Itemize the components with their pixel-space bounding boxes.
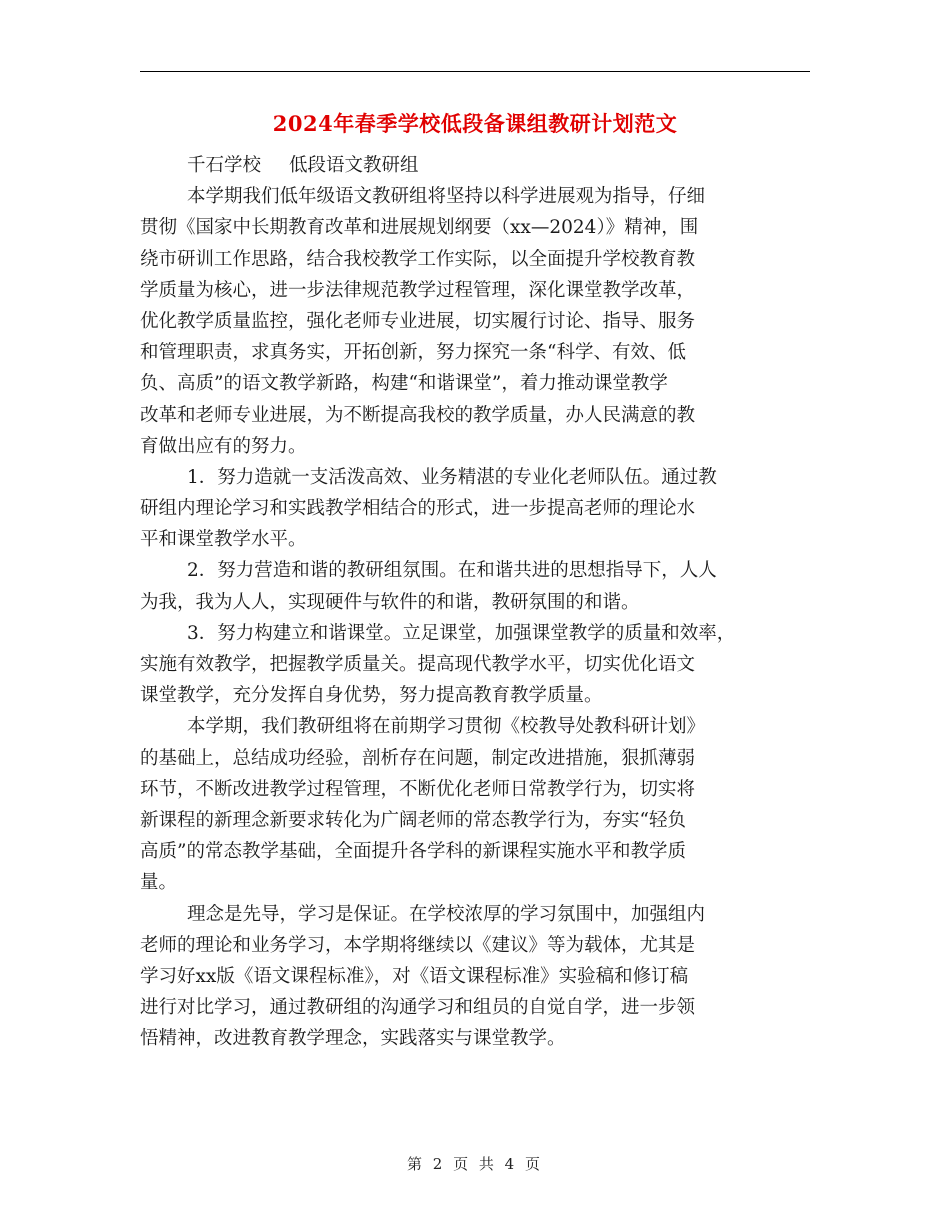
- paragraph-line: 为我，我为人人，实现硬件与软件的和谐，教研氛围的和谐。: [140, 591, 640, 613]
- paragraph-line: 育做出应有的努力。: [140, 435, 307, 457]
- author-line: [140, 150, 810, 181]
- header-rule: [140, 71, 810, 72]
- paragraph-line: 本学期，我们教研组将在前期学习贯彻《校教导处教科研计划》: [187, 716, 706, 738]
- paragraph-line: 负、高质”的语文教学新路，构建“和谐课堂”，着力推动课堂教学: [140, 373, 668, 395]
- paragraph-line: 悟精神，改进教育教学理念，实践落实与课堂教学。: [140, 1028, 566, 1050]
- paragraph-line: 量。: [140, 872, 178, 894]
- paragraph-line: 和管理职责，求真务实，开拓创新，努力探究一条“科学、有效、低: [140, 342, 686, 364]
- paragraph-line: 本学期我们低年级语文教研组将坚持以科学进展观为指导，仔细: [187, 186, 706, 208]
- author-school: 千石学校: [187, 155, 262, 176]
- page-footer: 第 2 页 共 4 页: [407, 1155, 543, 1173]
- paragraph-line: 贯彻《国家中长期教育改革和进展规划纲要（xx—2024）》精神，围: [140, 217, 699, 239]
- paragraph-line: 研组内理论学习和实践教学相结合的形式，进一步提高老师的理论水: [140, 498, 696, 520]
- list-item-line: 1．努力造就一支活泼高效、业务精湛的专业化老师队伍。通过教: [187, 466, 717, 488]
- paragraph-line: 优化教学质量监控，强化老师专业进展，切实履行讨论、指导、服务: [140, 310, 696, 332]
- paragraph-line: 平和课堂教学水平。: [140, 529, 307, 551]
- paragraph-line: 进行对比学习，通过教研组的沟通学习和组员的自觉自学，进一步领: [140, 997, 696, 1019]
- document-title: 2024年春季学校低段备课组教研计划范文: [272, 111, 678, 136]
- list-item-line: 3．努力构建立和谐课堂。立足课堂，加强课堂教学的质量和效率，: [187, 622, 736, 644]
- paragraph-line: 实施有效教学，把握教学质量关。提高现代教学水平，切实优化语文: [140, 654, 696, 675]
- paragraph-line: 环节，不断改进教学过程管理，不断优化老师日常教学行为，切实将: [140, 778, 696, 800]
- author-group: 低段语文教研组: [289, 155, 419, 176]
- document-body: [140, 150, 810, 1054]
- paragraph-line: 新课程的新理念新要求转化为广阔老师的常态教学行为，夯实“轻负: [140, 809, 686, 831]
- paragraph-line: 老师的理论和业务学习，本学期将继续以《建议》等为载体，尤其是: [140, 934, 696, 956]
- list-item-line: 2．努力营造和谐的教研组氛围。在和谐共进的思想指导下，人人: [187, 560, 717, 582]
- paragraph-line: 高质”的常态教学基础，全面提升各学科的新课程实施水平和教学质: [140, 841, 686, 863]
- paragraph-line: 理念是先导，学习是保证。在学校浓厚的学习氛围中，加强组内: [187, 903, 706, 925]
- paragraph-line: 改革和老师专业进展，为不断提高我校的教学质量，办人民满意的教: [140, 404, 696, 426]
- paragraph-line: 学质量为核心，进一步法律规范教学过程管理，深化课堂教学改革，: [140, 279, 696, 301]
- paragraph-line: 绕市研训工作思路，结合我校教学工作实际，以全面提升学校教育教: [140, 248, 696, 270]
- paragraph-line: 学习好xx版《语文课程标准》，对《语文课程标准》实验稿和修订稿: [140, 965, 689, 987]
- paragraph-line: 课堂教学，充分发挥自身优势，努力提高教育教学质量。: [140, 685, 603, 707]
- paragraph-line: 的基础上，总结成功经验，剖析存在问题，制定改进措施，狠抓薄弱: [140, 747, 696, 769]
